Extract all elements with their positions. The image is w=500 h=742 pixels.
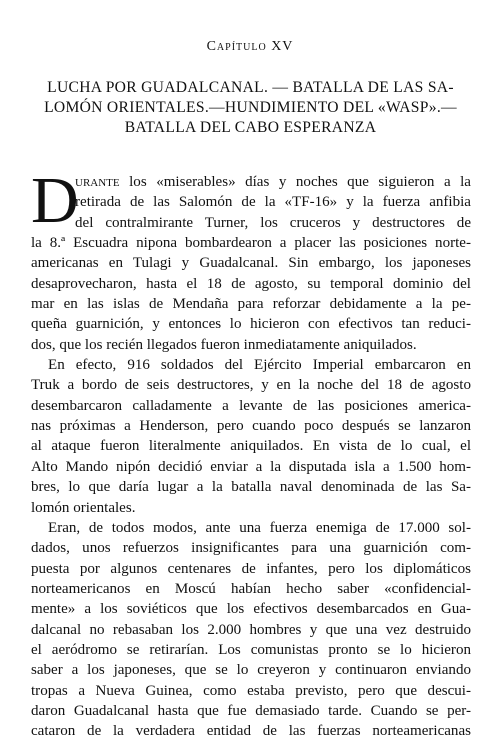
first-word: urante xyxy=(75,174,120,190)
text-line: nas próximas a Henderson, pero cuando poco después se lanzaron xyxy=(31,418,471,435)
title-line: LUCHA POR GUADALCANAL. — BATALLA DE LAS SA- xyxy=(47,79,454,96)
drop-cap: D xyxy=(31,164,79,237)
body-text xyxy=(31,164,471,742)
text-line: Alto Mando nipón decidió enviar a la disputada isla a 1.500 hom- xyxy=(31,458,471,475)
chapter-heading xyxy=(0,38,500,55)
text-line: retirada de las Salomón de la «TF-16» y la fuerza anfibia xyxy=(75,194,471,211)
chapter-title xyxy=(31,78,470,138)
text-line: queña guarnición, y entonces lo hicieron con efectivos tan reduci- xyxy=(31,316,471,333)
text-line: dos, que los recién llegados fueron inmediatamente aniquilados. xyxy=(31,336,417,353)
text-line: dados, unos refuerzos insignificantes para una guarnición com- xyxy=(31,540,471,557)
text-line: americanas en Tulagi y Guadalcanal. Sin embargo, los japoneses xyxy=(31,255,471,272)
text-line: mente» a los soviéticos que los efectivos desembarcados en Gua- xyxy=(31,601,471,618)
chapter-label: Capítulo XV xyxy=(206,39,294,54)
text-line: desembarcaron calladamente a levante de las posiciones america- xyxy=(31,397,471,414)
text-line: desaprovecharon, hasta el 18 de agosto, su temporal dominio del xyxy=(31,275,471,292)
text-line: bres, lo que daría lugar a la batalla naval denominada de las Sa- xyxy=(31,479,471,496)
text-line: saber a los japoneses, que se lo creyeron y continuaron enviando xyxy=(31,662,471,679)
text-line: daron Guadalcanal hasta que fue demasiado tarde. Cuando se per- xyxy=(31,702,471,719)
text-line: del contralmirante Turner, los cruceros y destructores de xyxy=(75,214,471,231)
title-line: LOMÓN ORIENTALES.—HUNDIMIENTO DEL «WASP».— xyxy=(44,99,457,116)
text-line: Truk a bordo de seis destructores, y en la noche del 18 de agosto xyxy=(31,377,471,394)
text-line: puesta por algunos centenares de infantes, pero los diplomáticos xyxy=(31,560,471,577)
title-line: BATALLA DEL CABO ESPERANZA xyxy=(124,119,377,136)
text-line: En efecto, 916 soldados del Ejército Imperial embarcaron en xyxy=(48,357,471,374)
text-line: cataron de la verdadera entidad de las fuerzas norteamericanas xyxy=(31,723,471,740)
text-line: norteamericanos en Moscú habían hecho saber «confidencial- xyxy=(31,580,471,597)
text-line: mar en las islas de Mendaña para reforzar debidamente a la pe- xyxy=(31,296,471,313)
text-line: el aeródromo se retirarían. Los comunistas pronto se lo hicieron xyxy=(31,641,471,658)
text-line: Eran, de todos modos, ante una fuerza enemiga de 17.000 sol- xyxy=(48,519,471,536)
text-line: urante los «miserables» días y noches que siguieron a la xyxy=(75,174,471,190)
text-line: tropas a Nueva Guinea, como estaba previsto, pero que descui- xyxy=(31,682,471,699)
text-line: lomón orientales. xyxy=(31,499,136,516)
text-line: la 8.ª Escuadra nipona bombardearon a placer las posiciones norte- xyxy=(31,235,471,252)
text-line: dalcanal no rebasaban los 2.000 hombres y que una vez destruido xyxy=(31,621,471,638)
text-line: al ataque fueron literalmente aniquilados. En vista de lo cual, el xyxy=(31,438,471,455)
